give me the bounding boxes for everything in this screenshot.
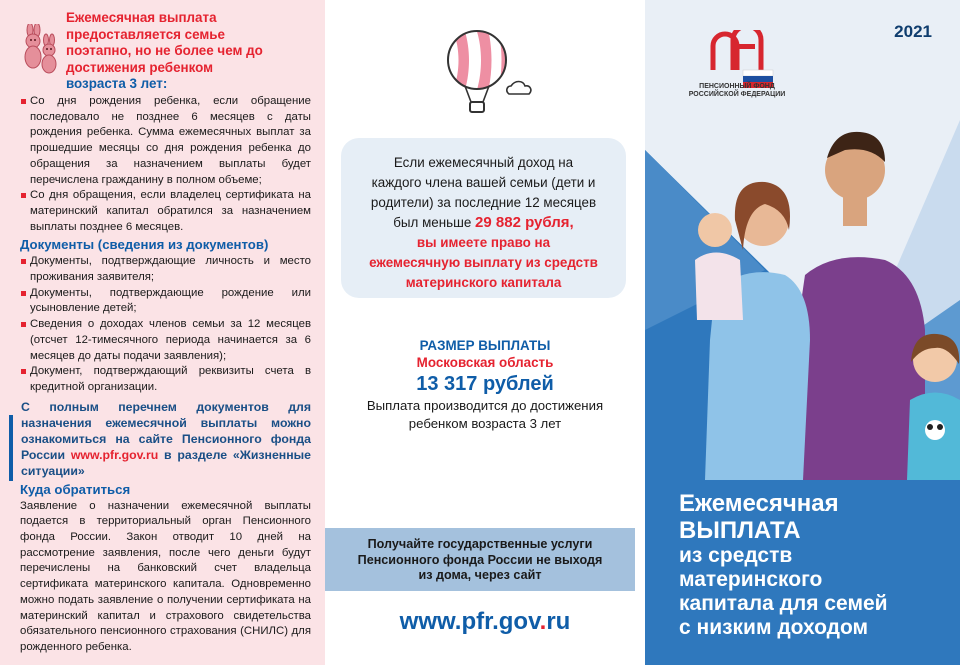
cover-title-line: ВЫПЛАТА [679,517,801,544]
site-link-part: ru [546,608,571,635]
box-line [341,213,626,233]
banner-line: Пенсионного фонда России не выходя [357,552,603,567]
payment-note: ребенком возраста 3 лет [408,416,562,431]
box-line: Если ежемесячный доход на [393,155,574,170]
list-item: Документы, подтверждающие рождение или усыновление детей; [20,286,311,317]
left-panel [0,0,325,665]
site-link-dot: . [539,608,547,635]
cover-panel [645,0,960,665]
note-text: С полным перечнем документов для назначения ежемесячной выплаты можно ознакомиться на сайте Пенсионного фонда России [21,399,311,463]
box-line: каждого члена вашей семьи (дети и [371,175,596,190]
where-heading: Куда обратиться [20,481,131,497]
income-threshold: 29 882 рубля, [475,214,574,231]
box-line: родители) за последние 12 месяцев [370,195,597,210]
pfr-link[interactable]: www.pfr.gov.ru [70,448,159,463]
box-line: вы имеете право на [416,235,551,250]
balloon-icon [437,26,533,118]
left-title [66,10,320,93]
left-title-line: достижения ребенком [66,59,214,75]
box-line: ежемесячную выплату из средств [369,255,598,270]
cover-title-line: капитала для семей [679,592,888,615]
payment-size-block [325,337,645,433]
banner-line: Получайте государственные услуги [367,537,593,551]
cover-title-line: Ежемесячная [679,490,839,517]
left-title-line: возраста 3 лет: [66,76,168,91]
logo-caption [667,83,807,99]
note-accent-bar [9,415,13,481]
box-text: был меньше [393,215,476,230]
box-line: материнского капитала [405,275,562,290]
list-item: Сведения о доходах членов семьи за 12 месяцев (отсчет 12-тимесячного периода начинается за 6 месяцев до даты подачи заявления); [20,317,311,364]
bunny-icon [20,24,60,76]
services-banner [325,528,635,591]
where-text: Заявление о назначении ежемесячной выплаты подается в территориальный орган Пенсионного фонда России. Закон отводит 10 дней на рассмотрение заявления, после чего деньги будут перечислены на банковский счет владельца сертификата материнского капитала. Одновременно можно подать заявление о получении сертификата на материнский капитал и страхового свидетельства обязательного пенсионного страхования (СНИЛС) для рожденного ребенка. [20,499,311,653]
payment-note: Выплата производится до достижения [366,398,604,413]
site-link-part: www.pfr.gov [399,608,540,635]
logo-caption-line: ПЕНСИОННЫЙ ФОНД [699,83,775,90]
income-condition-box [341,138,626,298]
list-item: Со дня рождения ребенка, если обращение последовало не позднее 6 месяцев с даты рождения ребенка. Сумма ежемесячных выплат за прошедшие месяцы со дня рождения ребенка до обращения за назначением выплаты будет перечислена гражданину в полном объеме; [20,94,311,188]
list-item: Документы, подтверждающие личность и место проживания заявителя; [20,254,311,285]
cover-title-line: с низким доходом [679,616,869,639]
docs-heading: Документы (сведения из документов) [20,237,269,253]
payment-region: Московская область [416,355,554,370]
documents-note [20,399,311,480]
banner-line: из дома, через сайт [418,568,542,582]
note-text: в разделе «Жизненные ситуации» [21,448,311,479]
list-item: Со дня обращения, если владелец сертификата на материнский капитал обратился за назначением выплаты позднее 6 месяцев. [20,188,311,235]
left-body [20,94,311,656]
list-item: Документ, подтверждающий реквизиты счета в кредитной организации. [20,364,311,395]
family-photo [685,100,960,480]
site-link[interactable] [325,608,645,636]
left-header [20,10,320,93]
left-title-line: предоставляется семье [66,26,225,42]
cover-title-line: материнского [679,568,823,591]
cover-title-line: из средств [679,544,793,567]
logo-caption-line: РОССИЙСКОЙ ФЕДЕРАЦИИ [688,91,786,98]
payment-size-heading: РАЗМЕР ВЫПЛАТЫ [419,338,551,353]
left-title-line: поэтапно, но не более чем до [66,43,263,58]
middle-panel [325,0,645,665]
year-label: 2021 [894,22,932,41]
payment-amount: 13 317 рублей [416,373,554,395]
left-title-line: Ежемесячная выплата [66,10,217,25]
cover-title [679,490,939,640]
